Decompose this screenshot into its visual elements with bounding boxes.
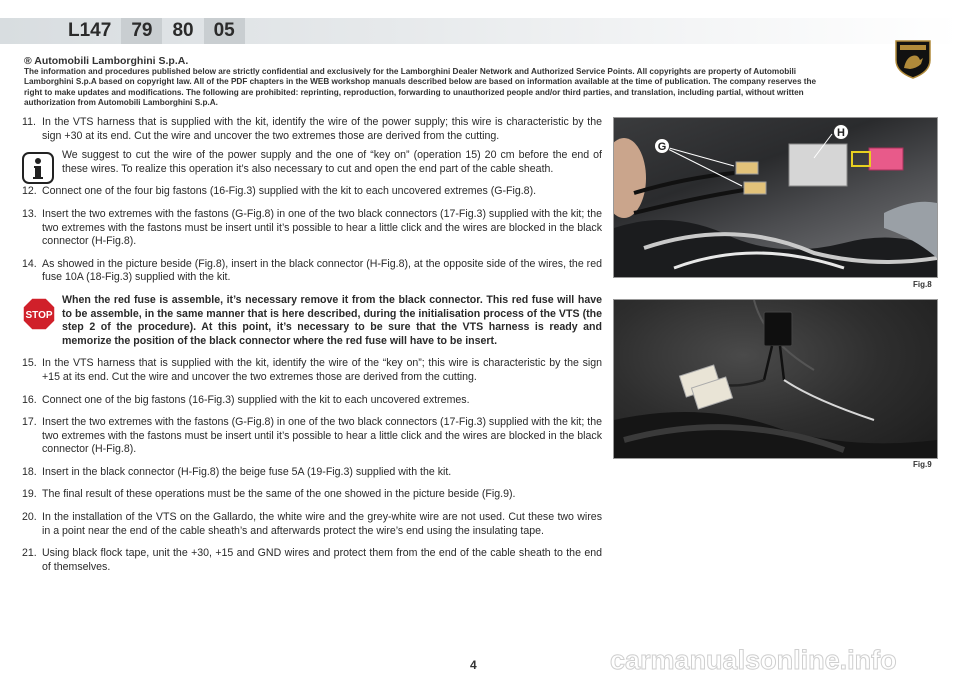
step-21: 21. Using black flock tape, unit the +30, +15 and GND wires and protect them from the end of the cable sheath to the end of themselves. xyxy=(22,547,602,573)
step-14: 14. As showed in the picture beside (Fig.8), insert in the black connector (H-Fig.8), at the opposite side of the wires, the red fuse 10A (18-Fig.3) supplied with the kit. xyxy=(22,257,602,284)
stop-warning-text: When the red fuse is assemble, it’s necessary remove it from the black connector. This red fuse will have to be assemble, in the same manner that is here described, during the initialisation process of the VTS (the step 2 of the procedure). At this point, it’s necessary to be sure that the VTS harness is ready and memorize the position of the black connector where the red fuse will have to be insert. xyxy=(62,293,602,347)
lamborghini-logo xyxy=(892,38,934,80)
figure-8-photo xyxy=(613,117,938,278)
figure-8-caption: Fig.8 xyxy=(913,280,932,289)
callout-g-label: G xyxy=(657,141,667,153)
watermark-logo xyxy=(610,645,955,675)
step-18: 18. Insert in the black connector (H-Fig.8) the beige fuse 5A (19-Fig.3) supplied with the kit. xyxy=(22,465,452,478)
info-note-text: We suggest to cut the wire of the power supply and the one of “key on” (operation 15) 20 cm before the end of these wires. To realize this operation it’s also necessary to cut and open the end part of the cable sheath. xyxy=(62,149,602,175)
figure-9-photo xyxy=(613,299,938,459)
procedure-text xyxy=(22,116,602,574)
step-19: 19. The final result of these operations must be the same of the one showed in the picture beside (Fig.9). xyxy=(22,488,516,501)
code-group: 80 xyxy=(172,20,194,41)
step-11: 11. In the VTS harness that is supplied with the kit, identify the wire of the power supply; this wire is characteristic by the sign +30 at its end. Cut the wire and uncover the two extremes those are derived from the cutting. xyxy=(22,116,602,142)
callout-h-label: H xyxy=(837,127,845,139)
step-20: 20. In the installation of the VTS on the Gallardo, the white wire and the grey-white wire are not used. Cut these two wires in a point near the end of the cable sheath’s and afterwards protect the wire’s end using the insulating tape. xyxy=(22,511,602,537)
stop-warning xyxy=(22,294,602,348)
figure-9-illustration xyxy=(614,300,937,458)
info-note xyxy=(22,149,602,176)
copyright-notice xyxy=(24,55,832,108)
code-model: L147 xyxy=(68,20,112,41)
stop-sign-text: STOP xyxy=(25,309,53,321)
figure-9-caption: Fig.9 xyxy=(913,460,932,469)
figure-8-illustration xyxy=(614,118,937,277)
stop-sign-icon xyxy=(22,297,56,331)
step-17: 17. Insert the two extremes with the fastons (G-Fig.8) in one of the two black connectors (17-Fig.3) supplied with the kit; the two extremes with the fastons must be insert until it’s possible to hear a little click and the wires are blocked in the black connector (H-Fig.8). xyxy=(22,416,602,456)
page-number: 4 xyxy=(470,658,477,672)
step-15: 15. In the VTS harness that is supplied with the kit, identify the wire of the “key on”; this wire is characteristic by the sign +15 at its end. Cut the wire and uncover the two extremes those are derived from the cutting. xyxy=(22,357,602,383)
watermark-text: carmanualsonline.info xyxy=(610,645,897,675)
code-section: 79 xyxy=(121,18,162,44)
copyright-title: ® Automobili Lamborghini S.p.A. xyxy=(24,55,189,67)
step-12: 12. Connect one of the four big fastons (16-Fig.3) supplied with the kit to each uncovered extremes (G-Fig.8). xyxy=(22,185,537,198)
step-16: 16. Connect one of the big fastons (16-Fig.3) supplied with the kit to each uncovered extremes. xyxy=(22,393,470,406)
code-page: 05 xyxy=(204,18,245,44)
info-icon xyxy=(22,152,54,184)
document-codes xyxy=(58,18,245,44)
step-13: 13. Insert the two extremes with the fastons (G-Fig.8) in one of the two black connectors (17-Fig.3) supplied with the kit; the two extremes with the fastons must be insert until it’s possible to hear a little click and the wires are blocked in the black connector (H-Fig.8). xyxy=(22,207,602,248)
copyright-body: The information and procedures published below are strictly confidential and exclusively for the Lamborghini Dealer Network and Authorized Service Points. All copyrights are property of Automobili Lamborghini S.p.A based on copyright law. All of the PDF chapters in the WEB workshop manuals described below are based on information available at the time of publication. The company reserves the right to make updates and modifications. The following are prohibited: reprinting, reproduction, forwarding to unauthorized people and/or third parties, and translation, including partial, without written authorization from Automobili Lamborghini S.p.A. xyxy=(24,67,817,107)
